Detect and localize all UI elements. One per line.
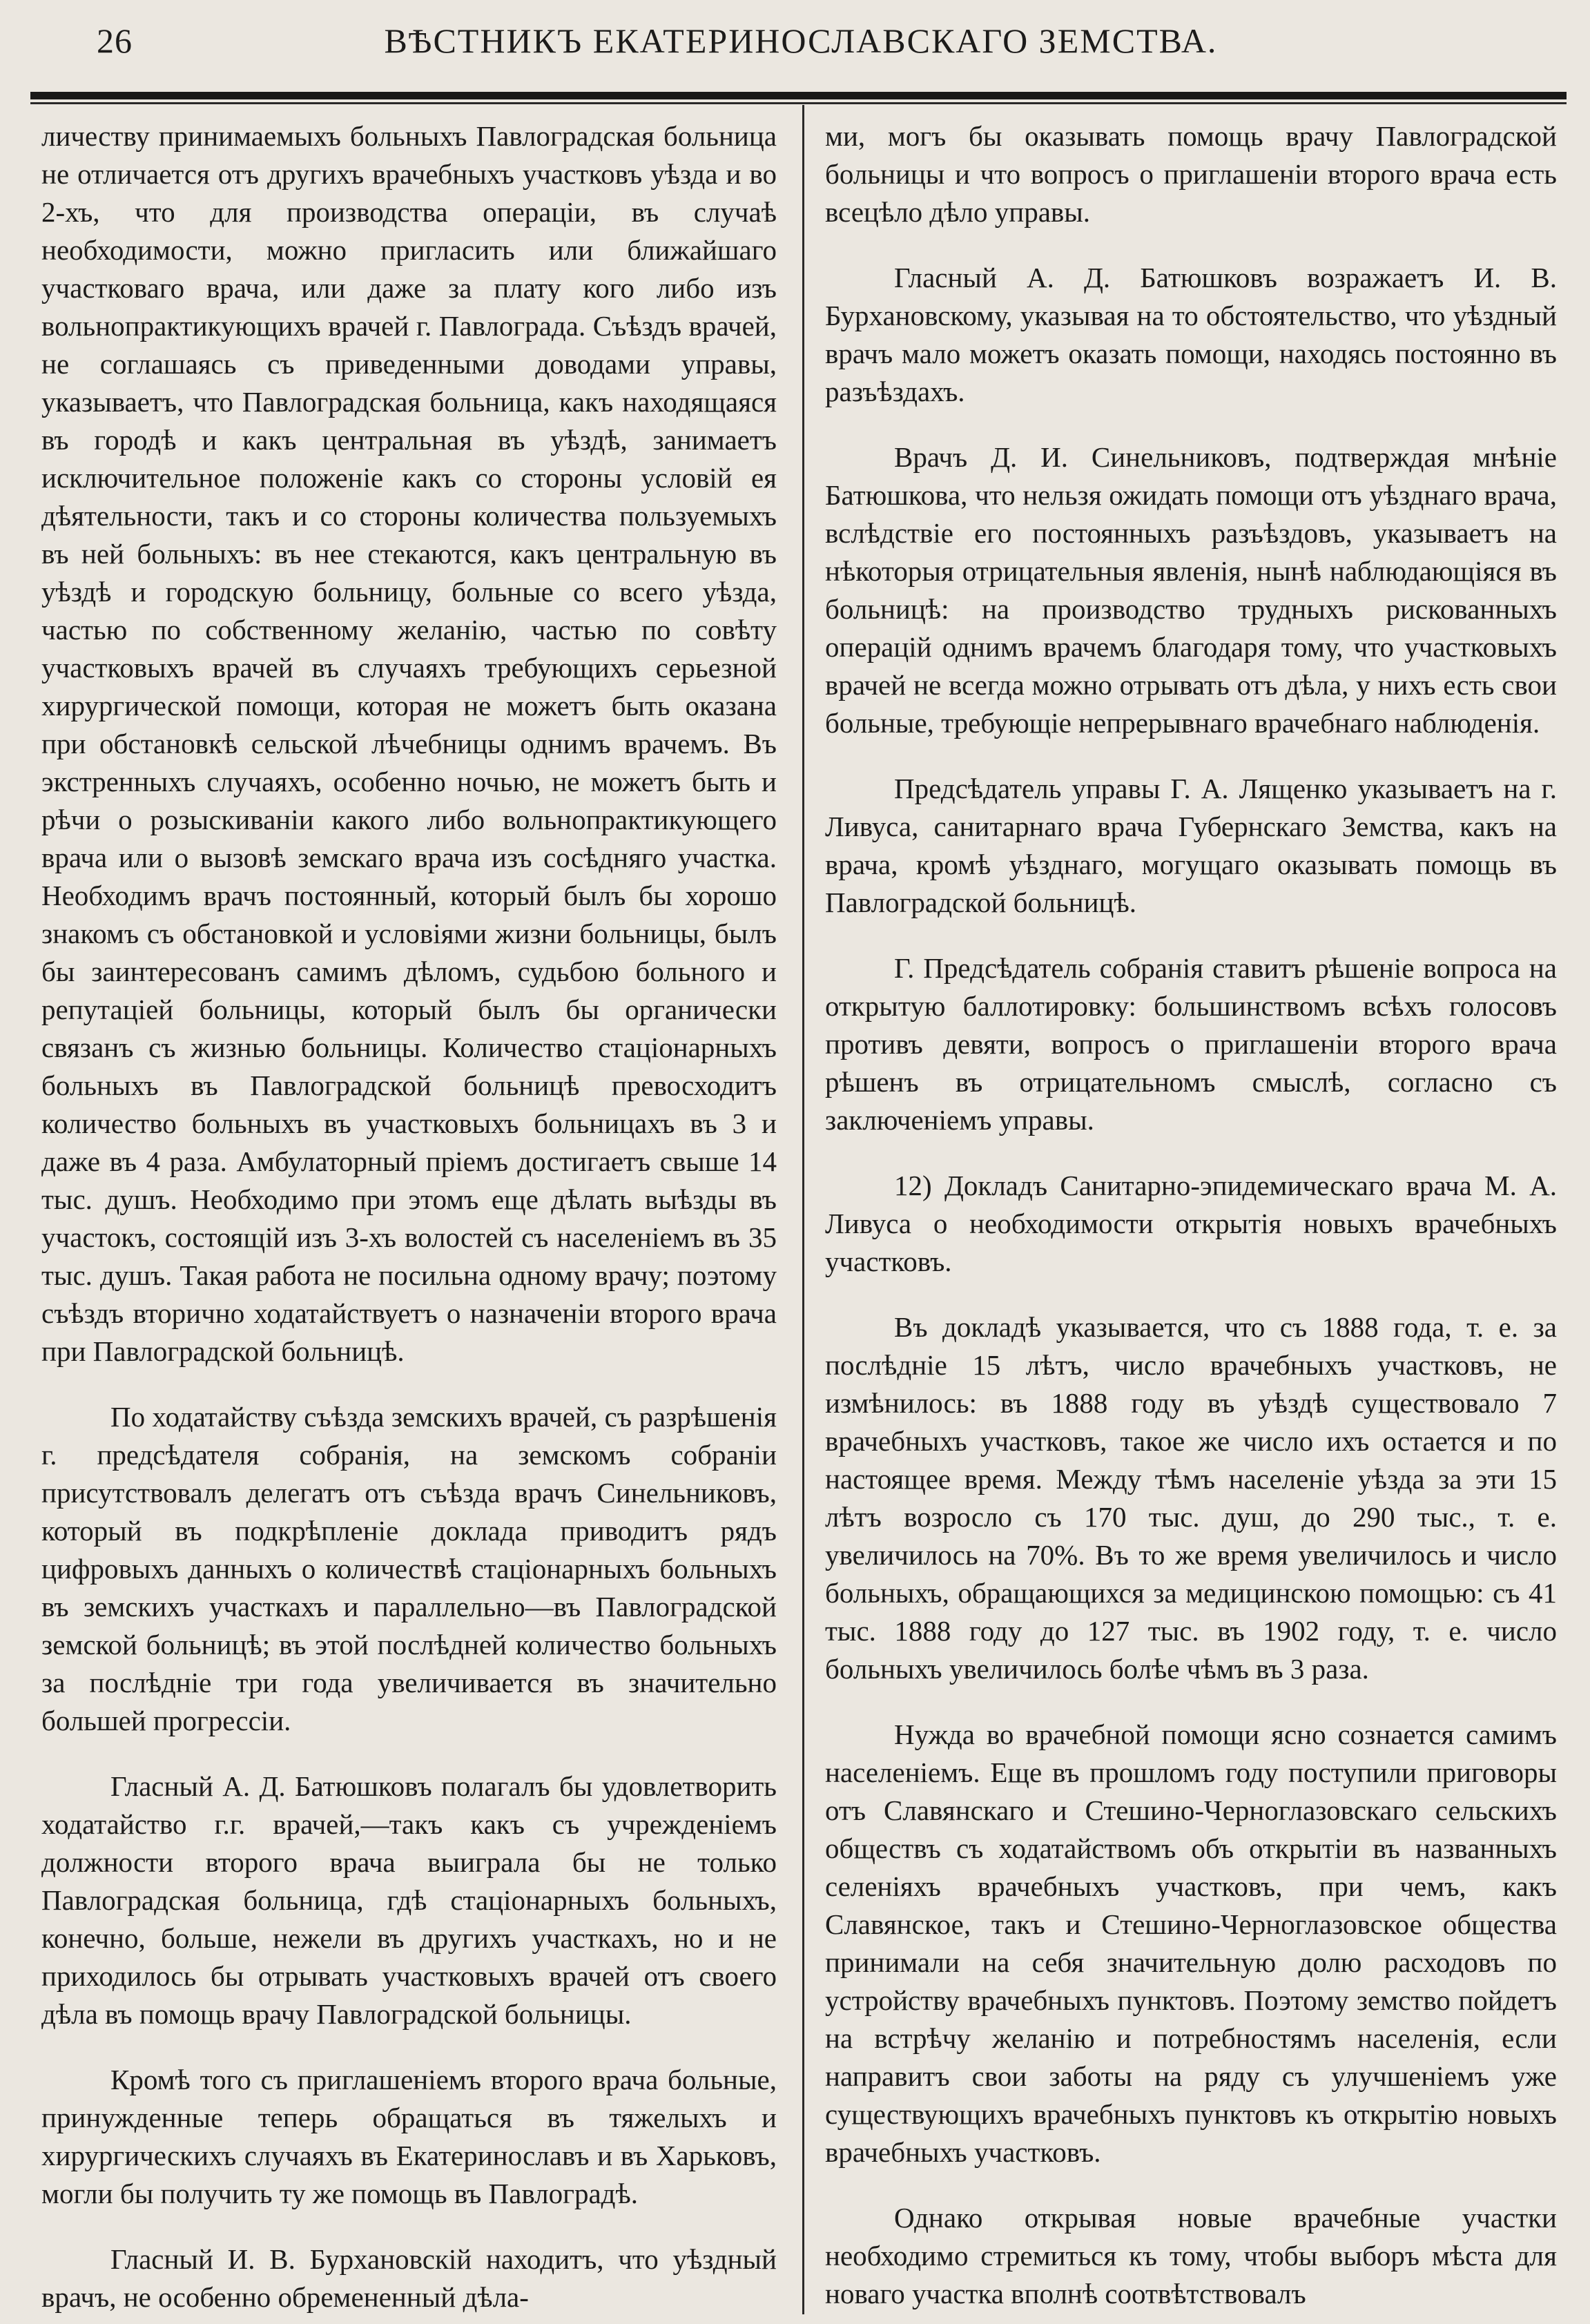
report-heading: 12) Докладъ Санитарно-эпидемическаго врача М. А. Ливуса о необходимости открытія новыхъ врачебныхъ участковъ. bbox=[825, 1170, 1557, 1277]
paragraph: По ходатайству съѣзда земскихъ врачей, съ разрѣшенія г. предсѣдателя собранія, на земскомъ собраніи присутствовалъ делегатъ отъ съѣзда врачъ Синельниковъ, который въ подкрѣпленіе доклада приводитъ рядъ цифровыхъ данныхъ о количествѣ стаціонарныхъ больныхъ въ земскихъ участкахъ и параллельно—въ Павлоградской земской больницѣ; въ этой послѣдней количество больныхъ за послѣдніе три года увеличивается въ значительно большей прогрессіи. bbox=[41, 1401, 777, 1736]
paragraph: Кромѣ того съ приглашеніемъ второго врача больные, принужденные теперь обращаться въ тяжелыхъ и хирургическихъ случаяхъ въ Екатеринославъ и въ Харьковъ, могли бы получить ту же помощь въ Павлоградѣ. bbox=[41, 2064, 777, 2209]
column-divider bbox=[802, 105, 804, 2314]
paragraph: Гласный А. Д. Батюшковъ возражаетъ И. В. Бурхановскому, указывая на то обстоятельство, что уѣздный врачъ мало можетъ оказать помощи, находясь постоянно въ разъѣздахъ. bbox=[825, 262, 1557, 407]
paragraph: Въ докладѣ указывается, что съ 1888 года, т. е. за послѣдніе 15 лѣтъ, число врачебныхъ участковъ, не измѣнилось: въ 1888 году въ уѣздѣ существовало 7 врачебныхъ участковъ, такое же число ихъ остается и по настоящее время. Между тѣмъ населеніе уѣзда за эти 15 лѣтъ возросло съ 170 тыс. душ, до 290 тыс., т. е. увеличилось на 70%. Въ то же время увеличилось и число больныхъ, обращающихся за медицинскою помощью: съ 41 тыс. 1888 году до 127 тыс. въ 1902 году, т. е. число больныхъ увеличилось болѣе чѣмъ въ 3 раза. bbox=[825, 1311, 1557, 1685]
page-header bbox=[0, 0, 1590, 90]
paragraph: Г. Предсѣдатель собранія ставитъ рѣшеніе вопроса на открытую баллотировку: большинствомъ всѣхъ голосовъ противъ девяти, вопросъ о приглашеніи второго врача рѣшенъ въ отрицательномъ смыслѣ, согласно съ заключеніемъ управы. bbox=[825, 952, 1557, 1136]
right-column bbox=[825, 117, 1557, 2313]
paragraph: Врачъ Д. И. Синельниковъ, подтверждая мнѣніе Батюшкова, что нельзя ожидать помощи отъ уѣзднаго врача, вслѣдствіе его постоянныхъ разъѣздовъ, указываетъ на нѣкоторыя отрицательныя явленія, нынѣ наблюдающіяся въ больницѣ: на производство трудныхъ рискованныхъ операцій однимъ врачемъ благодаря тому, что участковыхъ врачей не всегда можно отрывать отъ дѣла, у нихъ есть свои больные, требующіе непрерывнаго врачебнаго наблюденія. bbox=[825, 441, 1557, 739]
page-number: 26 bbox=[97, 21, 133, 60]
paragraph: Нужда во врачебной помощи ясно сознается самимъ населеніемъ. Еще въ прошломъ году поступили приговоры отъ Славянскаго и Стешино-Черноглазовскаго сельскихъ обществъ съ ходатайствомъ объ открытіи въ названныхъ селеніяхъ врачебныхъ участковъ, при чемъ, какъ Славянское, такъ и Стешино-Черноглазовское общества принимали на себя значительную долю расходовъ по устройству врачебныхъ пунктовъ. Поэтому земство пойдетъ на встрѣчу желанію и потребностямъ населенія, если направитъ свои заботы на ряду съ улучшеніемъ уже существующихъ врачебныхъ пунктовъ къ открытію новыхъ врачебныхъ участковъ. bbox=[825, 1718, 1557, 2168]
header-rule-thin bbox=[30, 102, 1567, 104]
paragraph: Предсѣдатель управы Г. А. Лященко указываетъ на г. Ливуса, санитарнаго врача Губернскаго Земства, какъ на врача, кромѣ уѣзднаго, могущаго оказывать помощь въ Павлоградской больницѣ. bbox=[825, 773, 1557, 918]
paragraph: Гласный И. В. Бурхановскій находитъ, что уѣздный врачъ, не особенно обремененный дѣла- bbox=[41, 2243, 777, 2313]
left-column bbox=[41, 117, 777, 2313]
paragraph: ми, могъ бы оказывать помощь врачу Павлоградской больницы и что вопросъ о приглашеніи второго врача есть всецѣло дѣло управы. bbox=[825, 120, 1557, 228]
paragraph: Гласный А. Д. Батюшковъ полагалъ бы удовлетворить ходатайство г.г. врачей,—такъ какъ съ учрежденіемъ должности второго врача выиграла бы не только Павлоградская больница, гдѣ стаціонарныхъ больныхъ, конечно, больше, нежели въ другихъ участкахъ, но и не приходилось бы отрывать участковыхъ врачей отъ своего дѣла въ помощь врачу Павлоградской больницы. bbox=[41, 1770, 777, 2030]
journal-title: ВѢСТНИКЪ ЕКАТЕРИНОСЛАВСКАГО ЗЕМСТВА. bbox=[384, 21, 1218, 60]
header-rule-thick bbox=[30, 92, 1567, 99]
paragraph: личеству принимаемыхъ больныхъ Павлоградская больница не отличается отъ другихъ врачебныхъ участковъ уѣзда и во 2-хъ, что для производства операціи, въ случаѣ необходимости, можно пригласить или ближайшаго участковаго врача, или даже за плату кого либо изъ вольнопрактикующихъ врачей г. Павлограда. Съѣздъ врачей, не соглашаясь съ приведенными доводами управы, указываетъ, что Павлоградская больница, какъ находящаяся въ городѣ и какъ центральная въ уѣздѣ, занимаетъ исключительное положеніе какъ со стороны условій ея дѣятельности, такъ и со стороны количества пользуемыхъ въ ней больныхъ: въ нее стекаются, какъ центральную въ уѣздѣ и городскую больницу, больные со всего уѣзда, частью по собственному желанію, частью по совѣту участковыхъ врачей въ случаяхъ требующихъ серьезной хирургической помощи, которая не можетъ быть оказана при обстановкѣ сельской лѣчебницы однимъ врачемъ. Въ экстренныхъ случаяхъ, особенно ночью, не можетъ быть и рѣчи о розыскиваніи какого либо вольнопрактикующего врача или о вызовѣ земскаго врача изъ сосѣдняго участка. Необходимъ врачъ постоянный, который былъ бы хорошо знакомъ съ обстановкой и условіями жизни больницы, былъ бы заинтересованъ самимъ дѣломъ, судьбою больного и репутаціей больницы, который былъ бы органически связанъ съ жизнью больницы. Количество стаціонарныхъ больныхъ въ Павлоградской больницѣ превосходитъ количество больныхъ въ участковыхъ больницахъ въ 3 и даже въ 4 раза. Амбулаторный пріемъ достигаетъ свыше 14 тыс. душъ. Необходимо при этомъ еще дѣлать выѣзды въ участокъ, состоящій изъ 3-хъ волостей съ населеніемъ въ 35 тыс. душъ. Такая работа не посильна одному врачу; поэтому съѣздъ вторично ходатайствуетъ о назначеніи второго врача при Павлоградской больницѣ. bbox=[41, 120, 777, 1367]
paragraph: Однако открывая новые врачебные участки необходимо стремиться къ тому, чтобы выборъ мѣста для новаго участка вполнѣ соотвѣтствовалъ bbox=[825, 2202, 1557, 2310]
